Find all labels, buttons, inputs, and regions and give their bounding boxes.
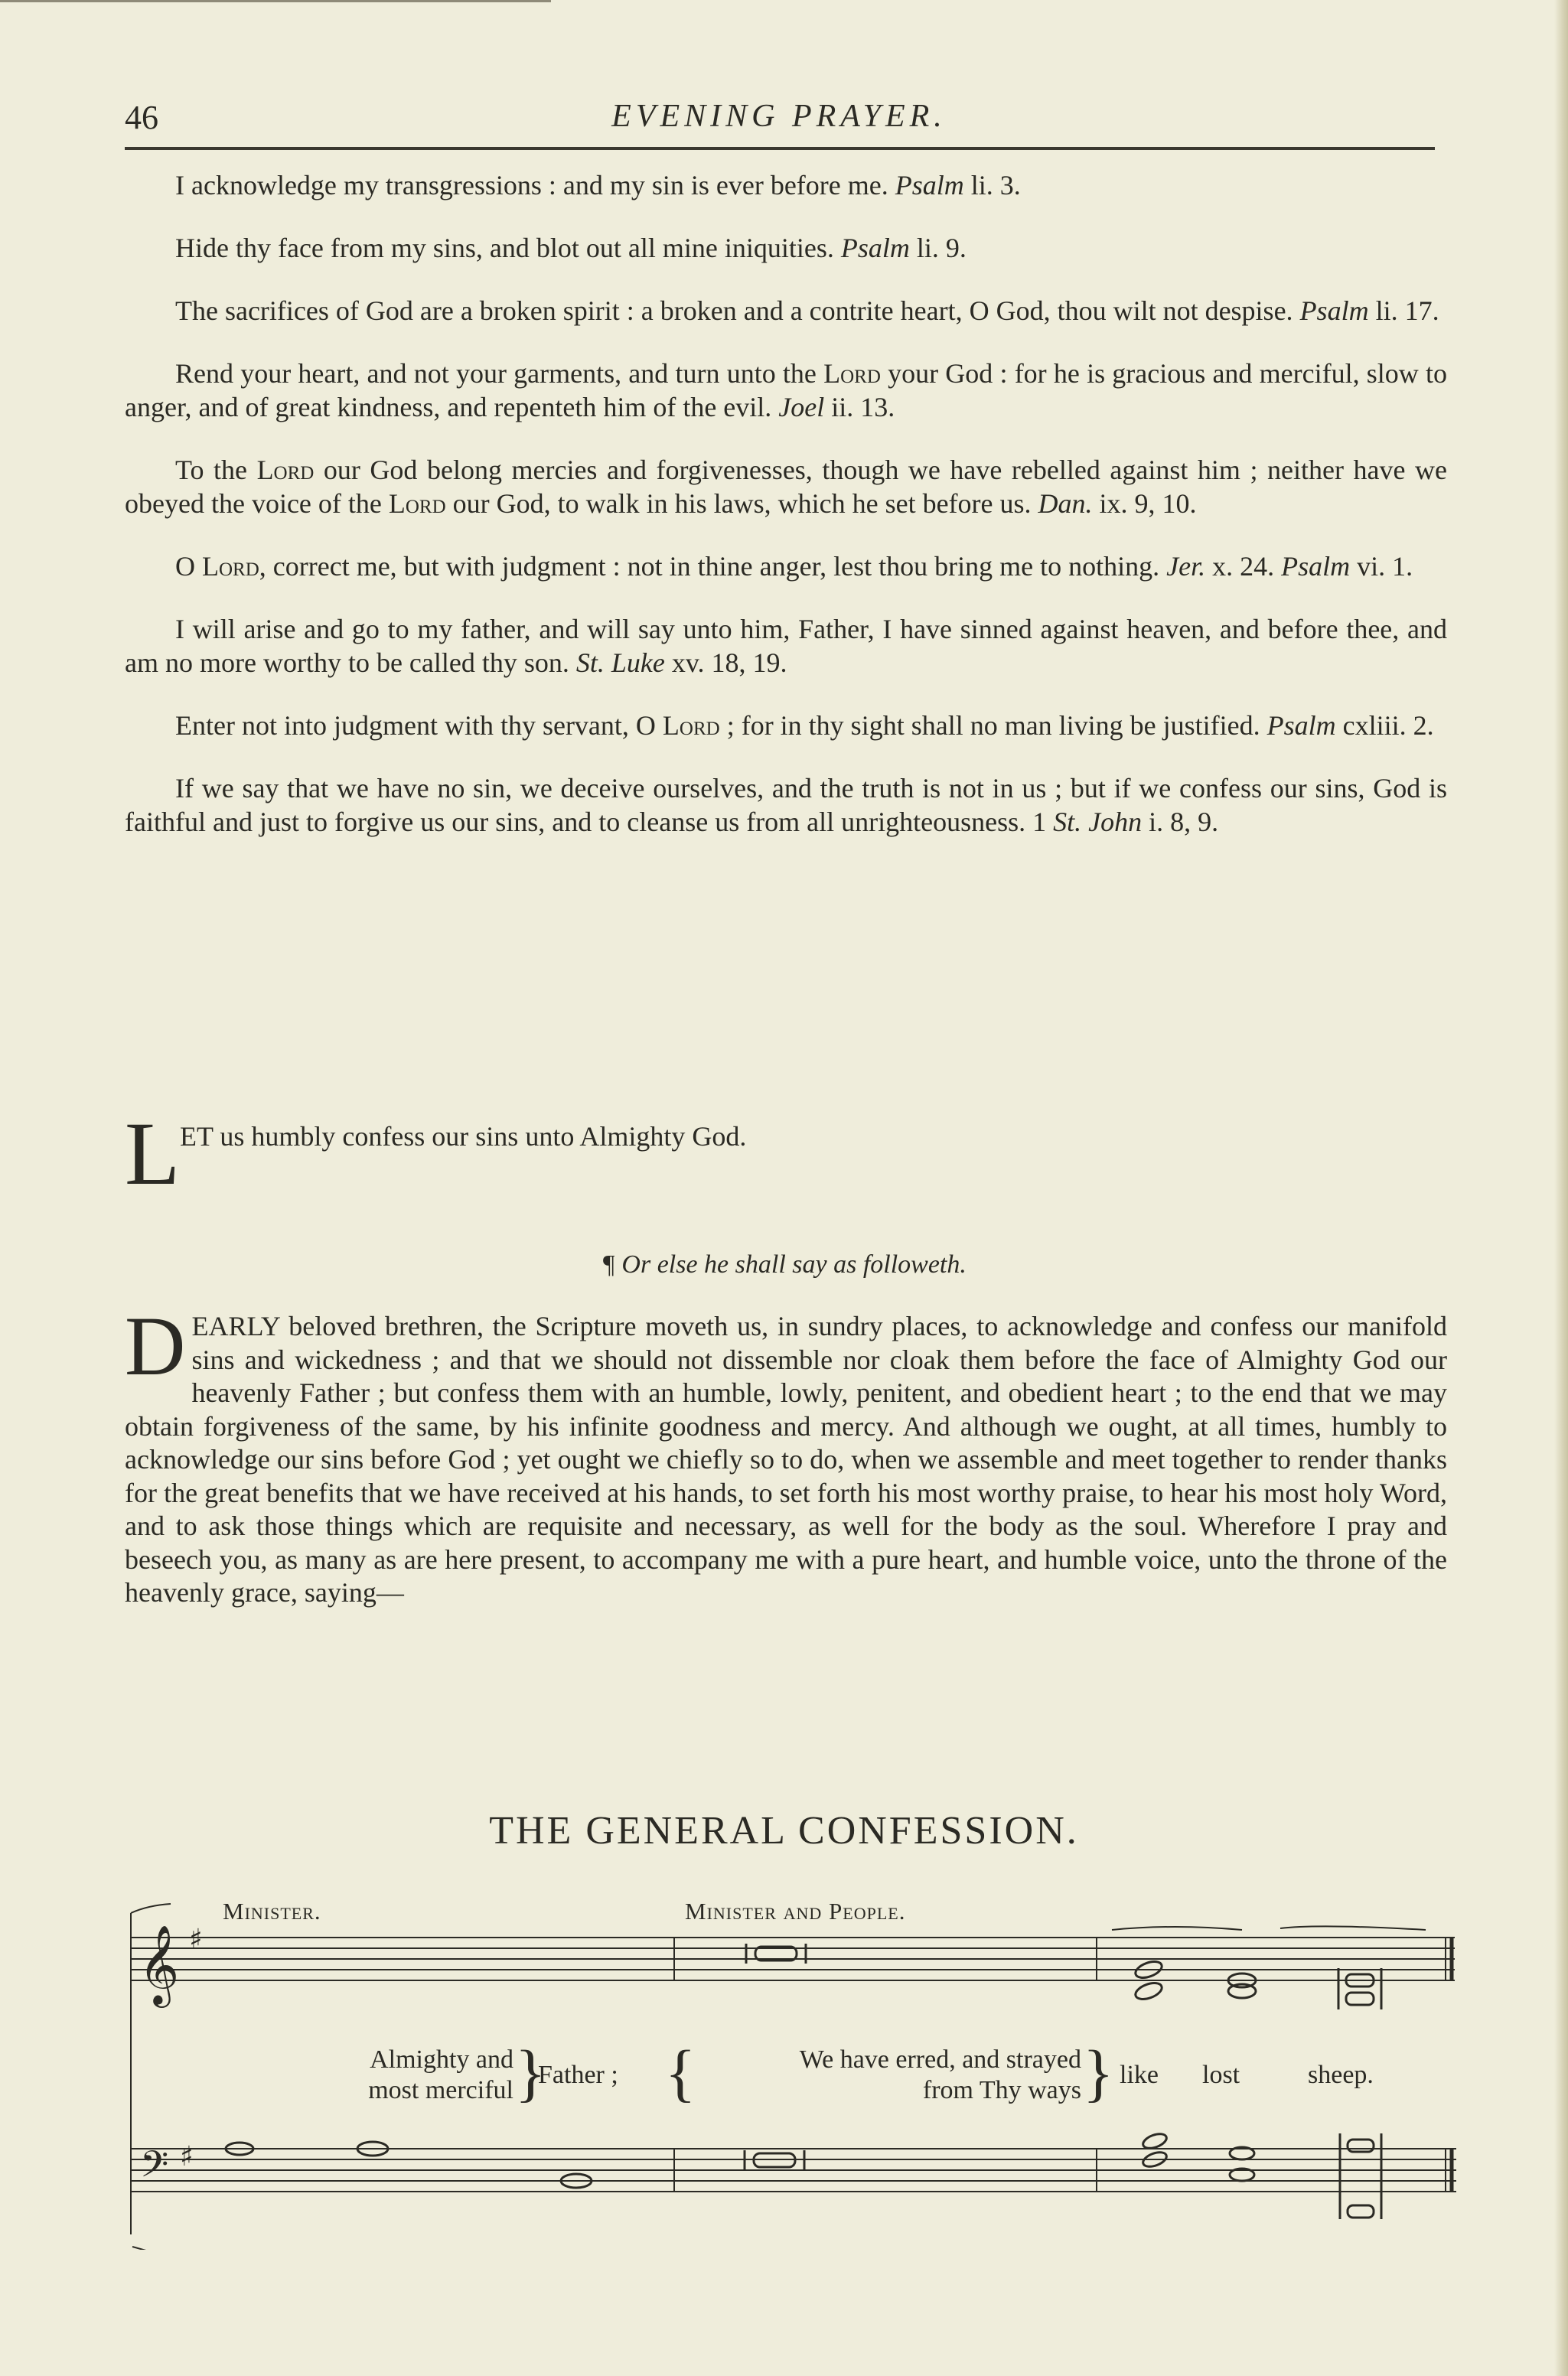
page-header (125, 98, 1433, 144)
breve-note-icon (1348, 2140, 1374, 2152)
page-number: 46 (125, 99, 158, 136)
bidding-line (125, 1103, 1196, 1204)
sentence-8: Enter not into judgment with thy servant, O Lord ; for in thy sight shall no man living be justified. Psalm cxliii. 2. (175, 710, 1434, 741)
lyric-almighty: Almighty and most merciful (368, 2045, 513, 2104)
rubric: ¶ Or else he shall say as followeth. (601, 1250, 967, 1279)
bidding-text: ET us humbly confess our sins unto Almighty God. (180, 1121, 747, 1152)
lyric-lost: lost (1202, 2061, 1240, 2089)
sentence-3: The sacrifices of God are a broken spirit : a broken and a contrite heart, O God, thou wilt not despise. Psalm li. 17. (175, 295, 1439, 326)
sentences-block (125, 168, 1447, 868)
brace-icon: } (515, 2038, 546, 2109)
label-minister-and-people: Minister and People. (685, 1898, 906, 1925)
lyric-sheep: sheep. (1308, 2061, 1374, 2089)
sentence-5: To the Lord our God belong mercies and forgivenesses, though we have rebelled against him ; neither have we obeyed the voice of the Lord our God, to walk in his laws, which he set before us. Dan. ix. 9, 10. (125, 455, 1447, 519)
top-edge-rule (0, 0, 551, 2)
sentence-6: O Lord, correct me, but with judgment : not in thine anger, lest thou bring me to nothing. Jer. x. 24. Psalm vi. 1. (175, 551, 1413, 582)
lyric-father: Father ; (538, 2061, 618, 2089)
sentence-7: I will arise and go to my father, and will say unto him, Father, I have sinned against heaven, and before thee, and am no more worthy to be called thy son. St. Luke xv. 18, 19. (125, 614, 1447, 678)
brace-icon: } (1083, 2038, 1114, 2109)
sentence-9: If we say that we have no sin, we deceive ourselves, and the truth is not in us ; but if we confess our sins, God is faithful and just to forgive us our sins, and to cleanse us from all unrighteousness. 1 St. John i. 8, 9. (125, 773, 1447, 837)
breve-note-icon (1348, 2205, 1374, 2218)
sentence-2: Hide thy face from my sins, and blot out all mine iniquities. Psalm li. 9. (175, 233, 967, 263)
exhortation (125, 1299, 1447, 1610)
drop-cap-l: L (125, 1103, 181, 1204)
section-title: THE GENERAL CONFESSION. (489, 1809, 1079, 1853)
sharp-icon: ♯ (189, 1924, 203, 1955)
bass-clef-icon: 𝄢 (140, 2143, 169, 2195)
brace-icon: { (665, 2038, 696, 2109)
label-minister: Minister. (223, 1898, 321, 1925)
header-rule (125, 147, 1435, 150)
half-note-icon (1133, 1980, 1164, 2002)
breve-note-icon (1346, 1993, 1374, 2005)
sentence-1: I acknowledge my transgressions : and my sin is ever before me. Psalm li. 3. (175, 170, 1021, 200)
drop-cap-d: D (125, 1299, 186, 1393)
exhortation-text: EARLY beloved brethren, the Scripture moveth us, in sundry places, to acknowledge and confess our manifold sins and wickedness ; and that we should not dissemble nor cloak them before the face of Almighty God our heavenly Father ; but confess them with an humble, lowly, penitent, and obedient heart ; to the end that we may obtain forgiveness of the same, by his infinite goodness and mercy. And although we ought, at all times, humbly to acknowledge our sins before God ; yet ought we chiefly so to do, when we assemble and meet together to render thanks for the great benefits that we have received at his hands, to set forth his most worthy praise, to hear his most holy Word, and to ask those things which are requisite and necessary, as well for the body as the soul. Wherefore I pray and beseech you, as many as are here present, to accompany me with a pure heart, and humble voice, unto the throne of the heavenly grace, saying— (125, 1311, 1447, 1608)
lyric-like: like (1120, 2061, 1159, 2089)
running-head: EVENING PRAYER. (611, 99, 947, 134)
sentence-4: Rend your heart, and not your garments, and turn unto the Lord your God : for he is gracious and merciful, slow to anger, and of great kindness, and repenteth him of the evil. Joel ii. 13. (125, 358, 1447, 422)
treble-clef-icon: 𝄞 (139, 1925, 180, 2005)
sharp-icon: ♯ (180, 2141, 194, 2172)
lyric-we-have-erred: We have erred, and strayed from Thy ways (799, 2045, 1081, 2104)
page-edge-shadow (1554, 0, 1568, 2376)
chant-score (125, 1898, 1456, 2250)
